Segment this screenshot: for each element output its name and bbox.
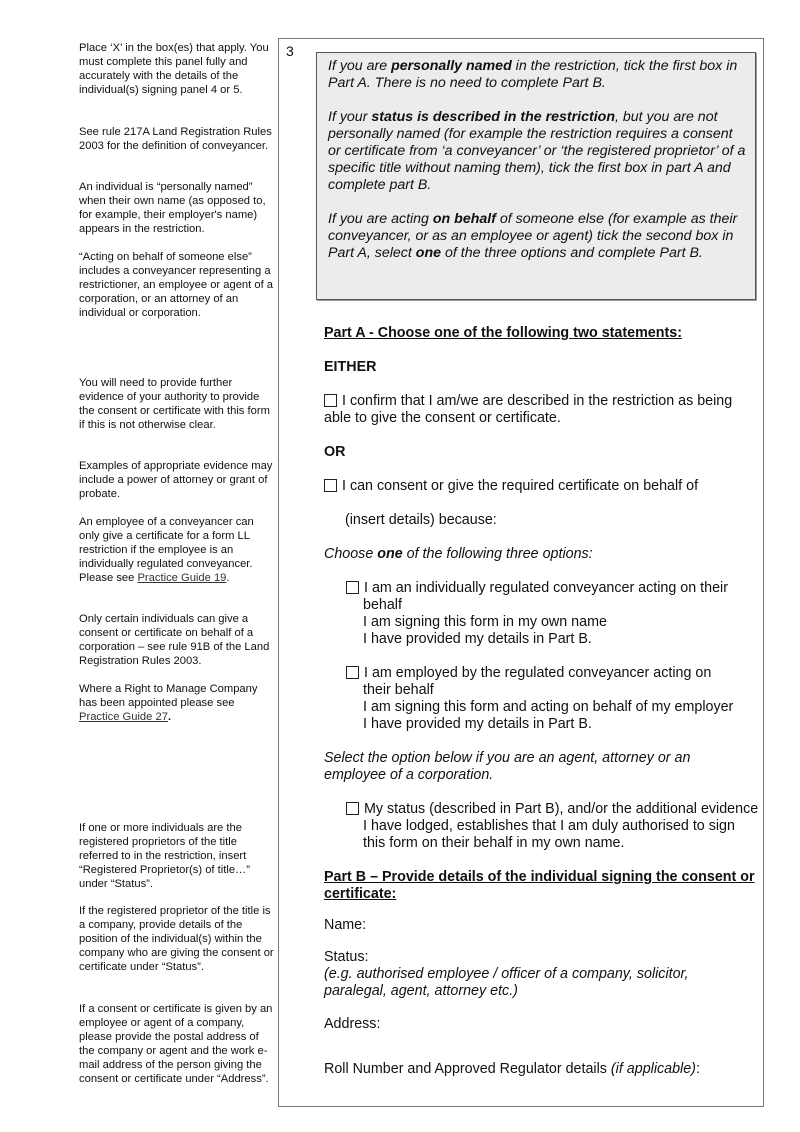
part-a-heading: Part A - Choose one of the following two statements:: [324, 325, 682, 341]
option-regulated-line1: I am an individually regulated conveyancer acting on their behalf: [363, 580, 728, 613]
either-label: EITHER: [324, 359, 377, 375]
practice-guide-19-link[interactable]: Practice Guide 19: [137, 571, 227, 584]
note-company-address: If a consent or certificate is given by an employee or agent of a company, please provide the postal address of the company or agent and the work e-mail address of the person giving the consent or certificate under “Address”.: [79, 1003, 273, 1085]
note-employee-conveyancer-text: An employee of a conveyancer can only give a certificate for a form LL restriction if the employee is an individually regulated conveyancer. Please see: [79, 516, 254, 584]
option-regulated-conveyancer: [346, 580, 751, 648]
option-employed-line2: I am signing this form and acting on behalf of my employer: [363, 699, 734, 715]
insert-details-label: (insert details) because:: [345, 512, 497, 528]
note-evidence-examples: Examples of appropriate evidence may include a power of attorney or grant of probate.: [79, 460, 273, 500]
option-employed-by-conveyancer: [346, 665, 756, 733]
panel-number: 3: [286, 43, 294, 59]
note-right-to-manage-text: Where a Right to Manage Company has been appointed please see: [79, 683, 258, 709]
choose-one-label: Choose one of the following three options:: [324, 546, 593, 562]
note-acting-on-behalf: “Acting on behalf of someone else” includes a conveyancer representing a restrictioner, an employee or agent of a corporation, or an attorney of an individual or corporation.: [79, 251, 274, 319]
practice-guide-27-link[interactable]: Practice Guide 27: [79, 710, 168, 723]
instruction-personally-named: If you are personally named in the restriction, tick the first box in Part A. There is no need to complete Part B.: [328, 58, 738, 91]
address-label: Address:: [324, 1016, 381, 1032]
note-corporation: Only certain individuals can give a consent or certificate on behalf of a corporation – see rule 91B of the Land Registration Rules 2003.: [79, 613, 270, 667]
roll-number-label: Roll Number and Approved Regulator details (if applicable):: [324, 1061, 700, 1077]
checkbox-described[interactable]: [324, 394, 337, 407]
checkbox-agent-attorney[interactable]: [346, 802, 359, 815]
status-label: Status:: [324, 949, 369, 965]
option-regulated-line2: I am signing this form in my own name: [363, 614, 607, 630]
status-hint: (e.g. authorised employee / officer of a company, solicitor, paralegal, agent, attorney etc.): [324, 966, 689, 999]
option-agent-attorney: [346, 801, 760, 852]
option-on-behalf: [324, 478, 754, 495]
checkbox-on-behalf[interactable]: [324, 479, 337, 492]
option-regulated-line3: I have provided my details in Part B.: [363, 631, 592, 647]
note-registered-proprietors: If one or more individuals are the registered proprietors of the title referred to in the restriction, insert “Registered Proprietor(s) of title…” under “Status”.: [79, 822, 250, 890]
checkbox-regulated-conveyancer[interactable]: [346, 581, 359, 594]
note-further-evidence: You will need to provide further evidence of your authority to provide the consent or certificate with this form if this is not otherwise clear.: [79, 377, 270, 431]
checkbox-employed[interactable]: [346, 666, 359, 679]
option-on-behalf-text: I can consent or give the required certificate on behalf of: [342, 478, 699, 494]
option-described-text: I confirm that I am/we are described in the restriction as being able to give the consent or certificate.: [324, 393, 733, 426]
instruction-status-described: If your status is described in the restriction, but you are not personally named (for example the restriction requires a consent or certificate from ‘a conveyancer’ or ‘the registered proprietor’ of a specific title without naming them), tick the first box in part A and complete part B.: [328, 109, 746, 193]
note-employee-conveyancer: An employee of a conveyancer can only give a certificate for a form LL restriction if the employee is an individually regulated conveyancer. Please see Practice Guide 19.: [79, 516, 254, 584]
or-label: OR: [324, 444, 346, 460]
option-employed-line1: I am employed by the regulated conveyancer acting on their behalf: [363, 665, 712, 698]
option-employed-line3: I have provided my details in Part B.: [363, 716, 592, 732]
note-personally-named: An individual is “personally named” when their own name (as opposed to, for example, their employer's name) appears in the restriction.: [79, 181, 266, 235]
note-place-x: Place ‘X’ in the box(es) that apply. You must complete this panel fully and accurately with the details of the individual(s) signing panel 4 or 5.: [79, 42, 269, 96]
note-company-proprietor: If the registered proprietor of the title is a company, provide details of the position of the individual(s) within the company who are giving the consent or certificate under “Status”.: [79, 905, 274, 973]
instructions-box: [316, 52, 756, 300]
option-described-in-restriction: [324, 393, 754, 427]
option-agent-attorney-text: My status (described in Part B), and/or the additional evidence I have lodged, establishes that I am duly authorised to sign this form on their behalf in my own name.: [363, 801, 759, 851]
note-rule-217a: See rule 217A Land Registration Rules 2003 for the definition of conveyancer.: [79, 126, 272, 152]
note-right-to-manage: Where a Right to Manage Company has been appointed please see Practice Guide 27.: [79, 683, 258, 723]
part-b-heading: Part B – Provide details of the individual signing the consent or certificate:: [324, 869, 755, 902]
select-option-note: Select the option below if you are an agent, attorney or an employee of a corporation.: [324, 750, 691, 783]
name-label: Name:: [324, 917, 367, 933]
instruction-on-behalf: If you are acting on behalf of someone else (for example as their conveyancer, or as an employee or agent) tick the second box in Part A, select one of the three options and complete Part B.: [328, 211, 738, 261]
